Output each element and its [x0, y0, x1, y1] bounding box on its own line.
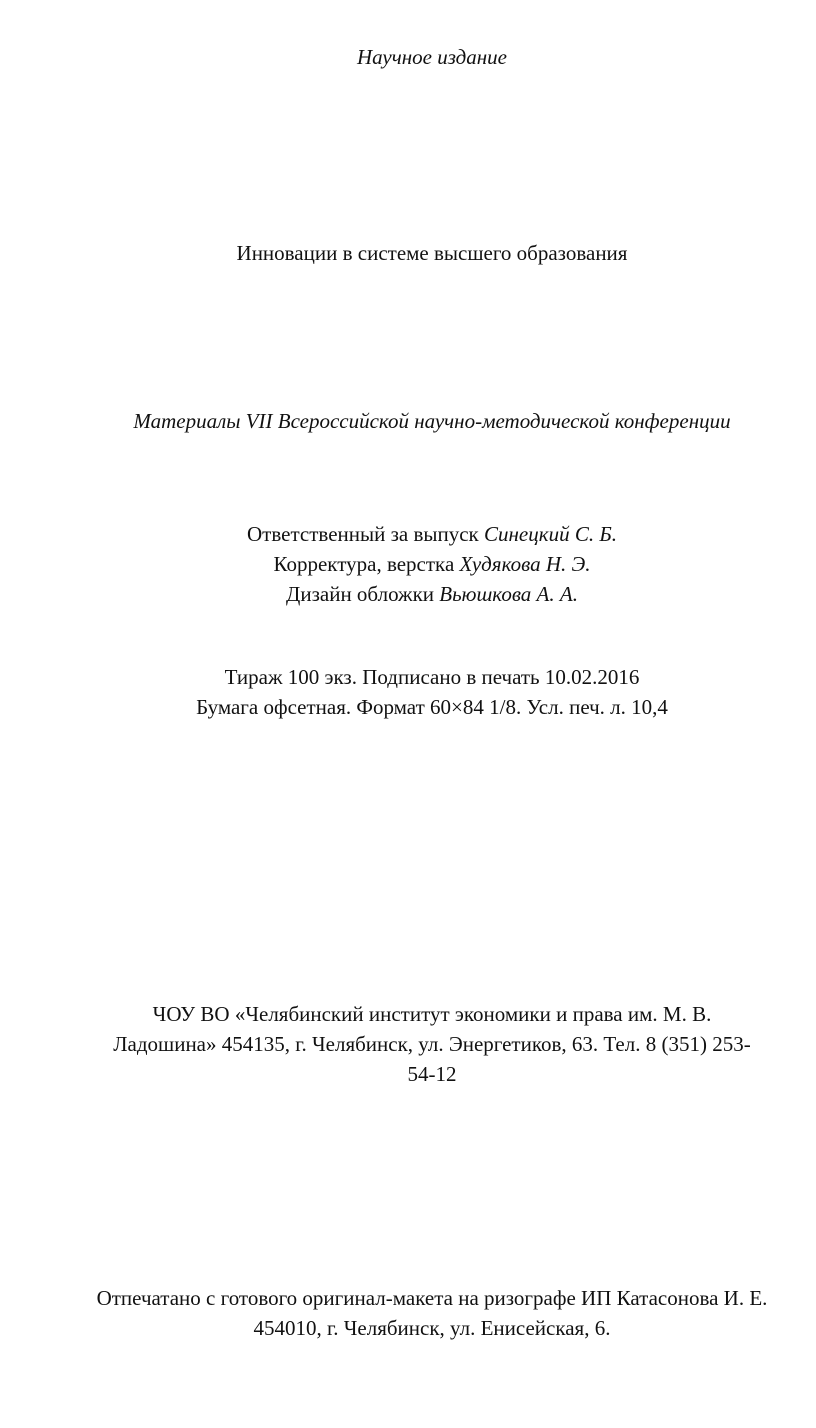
credit-line-proofreading	[48, 549, 816, 579]
paper-format-line: Бумага офсетная. Формат 60×84 1/8. Усл. печ. л. 10,4	[196, 695, 668, 719]
credit-name: Худякова Н. Э.	[459, 552, 591, 576]
printer-line-2: 454010, г. Челябинск, ул. Енисейская, 6.	[253, 1316, 611, 1340]
credit-name: Вьюшкова А. А.	[439, 582, 578, 606]
publisher-line-3: 54-12	[407, 1062, 457, 1086]
print-run-line: Тираж 100 экз. Подписано в печать 10.02.2016	[224, 665, 640, 689]
book-title: Инновации в системе высшего образования	[236, 241, 628, 265]
credit-role: Ответственный за выпуск	[247, 522, 479, 546]
book-subtitle: Материалы VII Всероссийской научно-методической конференции	[133, 409, 731, 433]
credit-role: Дизайн обложки	[286, 582, 435, 606]
credit-role: Корректура, верстка	[273, 552, 455, 576]
printer-line-1: Отпечатано с готового оригинал-макета на ризографе ИП Катасонова И. Е.	[96, 1286, 768, 1310]
publisher-line-1: ЧОУ ВО «Челябинский институт экономики и права им. М. В.	[152, 1002, 712, 1026]
credit-line-cover-design	[48, 579, 816, 609]
publication-type: Научное издание	[357, 45, 507, 69]
credit-name: Синецкий С. Б.	[484, 522, 617, 546]
publisher-line-2: Ладошина» 454135, г. Челябинск, ул. Энергетиков, 63. Тел. 8 (351) 253-	[113, 1032, 751, 1056]
credit-line-editor	[48, 519, 816, 549]
